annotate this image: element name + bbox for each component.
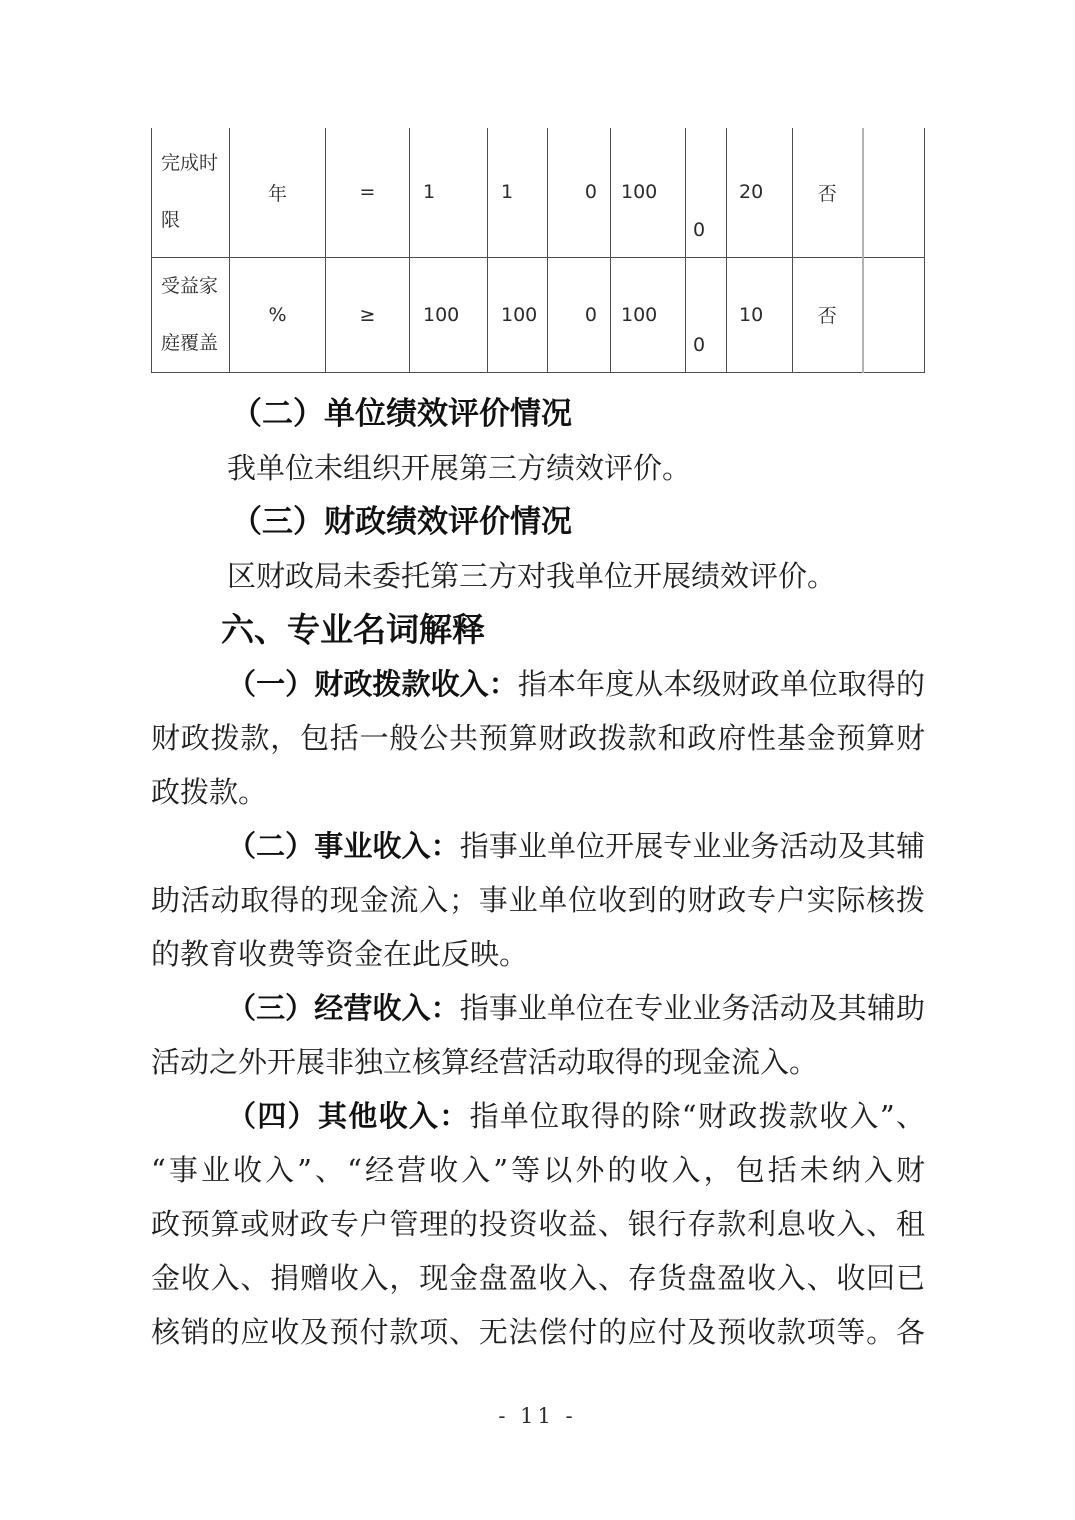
body-line: 区财政局未委托第三方对我单位开展绩效评价。 [227, 559, 837, 593]
value-cell: 0 [686, 128, 727, 257]
term-text: 指事业单位开展专业业务活动及其辅 [459, 829, 925, 863]
term-title: （四）其他收入： [227, 1099, 470, 1133]
value-cell: 20 [727, 128, 793, 257]
value-cell: 100 [488, 257, 548, 372]
unit-cell: 年 [230, 128, 326, 257]
section-heading-unit-evaluation: （二）单位绩效评价情况 [231, 396, 572, 432]
term-title: （三）经营收入： [227, 991, 460, 1025]
term-line: 金收入、捐赠收入，现金盘盈收入、存货盘盈收入、收回已 [151, 1261, 925, 1295]
relation-cell: = [326, 128, 410, 257]
table-row [152, 257, 925, 372]
value-cell: 1 [488, 128, 548, 257]
table-row [152, 128, 925, 257]
value-cell: 100 [611, 257, 686, 372]
term-line: 的教育收费等资金在此反映。 [151, 937, 529, 971]
term-line: 核销的应收及预付款项、无法偿付的应付及预收款项等。各 [151, 1315, 925, 1349]
value-cell: 0 [548, 128, 611, 257]
section-heading-finance-evaluation: （三）财政绩效评价情况 [231, 504, 572, 540]
value-cell: 10 [727, 257, 793, 372]
term-line [151, 819, 925, 873]
term-text: 指事业单位在专业业务活动及其辅助 [459, 991, 925, 1025]
document-body [151, 387, 925, 1359]
flag-cell: 否 [793, 128, 863, 257]
page-number: - 11 - [498, 1404, 577, 1428]
term-line [151, 657, 925, 711]
term-line [151, 981, 925, 1035]
performance-indicator-table [151, 128, 925, 373]
value-cell: 0 [548, 257, 611, 372]
section-heading-terms: 六、专业名词解释 [221, 610, 485, 649]
indicator-table-wrap [151, 128, 925, 373]
term-line: 政预算或财政专户管理的投资收益、银行存款利息收入、租 [151, 1207, 925, 1241]
term-line: 助活动取得的现金流入；事业单位收到的财政专户实际核拨 [151, 883, 925, 917]
term-line [151, 1089, 925, 1143]
empty-cell [863, 257, 925, 372]
term-line: 财政拨款，包括一般公共预算财政拨款和政府性基金预算财 [151, 721, 925, 755]
term-text: 指单位取得的除“财政拨款收入”、 [469, 1099, 925, 1133]
term-text: 指本年度从本级财政单位取得的 [517, 667, 925, 701]
value-cell: 100 [611, 128, 686, 257]
indicator-name-cell: 受益家庭覆盖 [152, 257, 230, 372]
value-cell: 0 [686, 257, 727, 372]
value-cell: 100 [410, 257, 488, 372]
flag-cell: 否 [793, 257, 863, 372]
unit-cell: % [230, 257, 326, 372]
term-title: （二）事业收入： [227, 829, 460, 863]
relation-cell: ≥ [326, 257, 410, 372]
term-line: 活动之外开展非独立核算经营活动取得的现金流入。 [151, 1045, 819, 1079]
body-line: 我单位未组织开展第三方绩效评价。 [227, 451, 692, 485]
term-line: “事业收入”、“经营收入”等以外的收入，包括未纳入财 [151, 1153, 925, 1187]
term-line: 政拨款。 [151, 775, 268, 809]
empty-cell [863, 128, 925, 257]
value-cell: 1 [410, 128, 488, 257]
term-title: （一）财政拨款收入： [227, 667, 518, 701]
indicator-name-cell: 完成时限 [152, 128, 230, 257]
